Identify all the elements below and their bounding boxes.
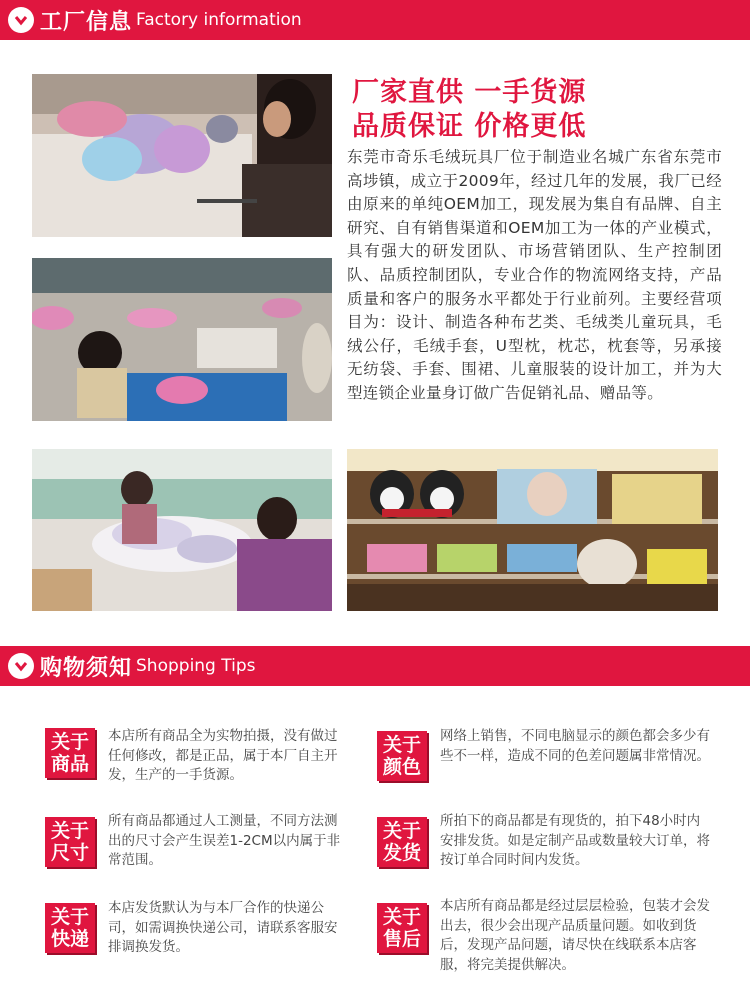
tip-badge-shipping: 关于 发货 xyxy=(377,817,427,867)
tip-text-express: 本店发货默认为与本厂合作的快递公司，如需调换快递公司，请联系客服安排调换发货。 xyxy=(108,900,338,955)
tip-badge-color: 关于 颜色 xyxy=(377,731,427,781)
tip-text-color: 网络上销售，不同电脑显示的颜色都会多少有些不一样，造成不同的色差问题属非常情况。 xyxy=(440,728,710,764)
factory-photo-production-line xyxy=(32,258,332,421)
tip-text-shipping: 所拍下的商品都是有现货的，拍下48小时内安排发货。如是定制产品或数量较大订单，将按订单合同时间内发货。 xyxy=(440,813,710,868)
factory-header-en: Factory information xyxy=(136,10,302,30)
shopping-tips-header xyxy=(0,646,750,686)
chevron-down-icon xyxy=(8,7,34,33)
factory-header-cn: 工厂信息 xyxy=(40,9,133,35)
shopping-header-en: Shopping Tips xyxy=(136,656,256,676)
factory-intro: 东莞市奇乐毛绒玩具厂位于制造业名城广东省东莞市高埗镇，成立于2009年，经过几年的发展，我厂已经由原来的单纯OEM加工，现发展为集自有品牌、自主研究、自有销售渠道和OEM加工为一体的产业模式，具有强大的研发团队、市场营销团队、生产控制团队、品质控制团队，专业合作的物流网络支持，产品质量和客户的服务水平都处于行业前列。主要经营项目为：设计、制造各种布艺类、毛绒类儿童玩具，毛绒公仔，毛绒手套，U型枕，枕芯，枕套等，另承接无纺袋、手套、围裙、儿童服装的设计加工，并为大型连锁企业量身订做广告促销礼品、赠品等。 xyxy=(347,148,722,402)
tip-badge-size: 关于 尺寸 xyxy=(45,817,95,867)
tip-badge-after-sales: 关于 售后 xyxy=(377,903,427,953)
chevron-down-icon xyxy=(8,653,34,679)
shopping-header-cn: 购物须知 xyxy=(40,655,133,681)
showroom-photo xyxy=(347,449,718,611)
factory-info-header xyxy=(0,0,750,40)
tip-text-size: 所有商品都通过人工测量，不同方法测出的尺寸会产生误差1-2CM以内属于非常范围。 xyxy=(108,813,341,868)
factory-photo-sewing xyxy=(32,74,332,237)
slogan-line-2: 品质保证 价格更低 xyxy=(352,111,587,142)
tip-text-after-sales: 本店所有商品都是经过层层检验，包装才会发出去，很少会出现产品质量问题。如收到货后，发现产品问题，请尽快在线联系本店客服，将完美提供解决。 xyxy=(440,898,710,973)
tip-badge-express: 关于 快递 xyxy=(45,903,95,953)
factory-photo-sorting xyxy=(32,449,332,611)
tip-text-goods: 本店所有商品全为实物拍摄，没有做过任何修改，都是正品，属于本厂自主开发，生产的一手货源。 xyxy=(108,728,338,783)
tip-badge-goods: 关于 商品 xyxy=(45,728,95,778)
slogan-line-1: 厂家直供 一手货源 xyxy=(352,77,587,108)
